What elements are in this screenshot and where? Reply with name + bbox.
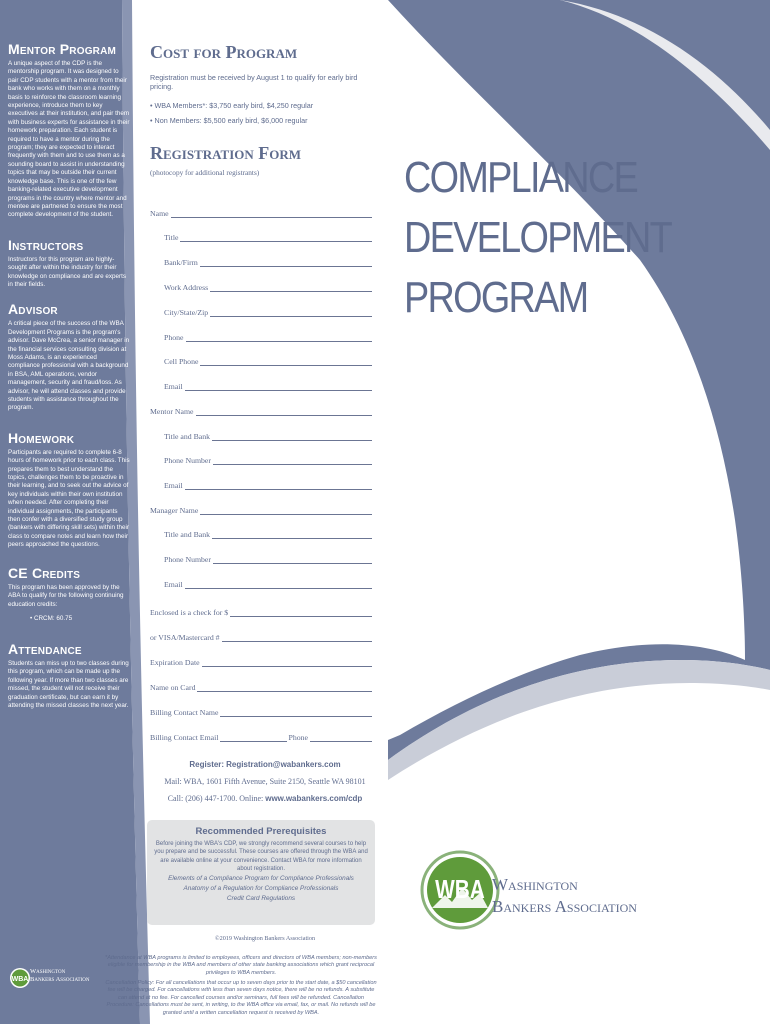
svg-text:WBA: WBA: [11, 976, 29, 983]
phone-field[interactable]: [164, 328, 372, 342]
billing-name-field[interactable]: [150, 703, 372, 717]
mentor-name-field[interactable]: [150, 402, 372, 416]
city-label: City/State/Zip: [164, 308, 209, 317]
mentor-phone-field[interactable]: [164, 451, 372, 465]
register-line: [150, 756, 380, 773]
copyright: ©2019 Washington Bankers Association: [214, 935, 316, 942]
advisor-heading: Advisor: [8, 301, 58, 318]
instructors-heading: Instructors: [8, 236, 84, 253]
card-field[interactable]: [150, 628, 372, 642]
billing-name-label: Billing Contact Name: [150, 708, 219, 717]
attendance-note: *Attendance at WBA programs is limited to employees, officers and directors of WBA members; non-members eligible for membership in the WBA and members of other state banking associations which grant reciprocal privileges to WBA members.: [105, 955, 377, 976]
program-title: [404, 148, 671, 328]
registration-note: (photocopy for additional registrants): [150, 168, 260, 177]
mentor-heading: Mentor Program: [8, 41, 117, 57]
cost-note: Registration must be received by August 1 to qualify for early bird pricing.: [150, 73, 358, 91]
billing-phone-label: Phone: [288, 733, 308, 742]
homework-body: Participants are required to complete 6-8 hours of homework prior to each class. This prepares them to best understand the topics, challenges them to be proactive in their learning, and to seek out the advice of key individuals within their own institution when needed. After completing their individual assignments, the participants then confer with a diversified study group (bankers with differing skill sets) within their class to compare notes and learn how their peers approached the questions.: [8, 448, 130, 549]
billing-email-field[interactable]: [150, 728, 372, 742]
cost-heading: Cost for Program: [150, 42, 298, 62]
prerequisites-box: [147, 820, 375, 925]
advisor-section: [8, 300, 130, 412]
manager-title-label: Title and Bank: [164, 530, 211, 539]
association-name: [492, 874, 637, 918]
bank-label: Bank/Firm: [164, 258, 198, 267]
wba-logo: [422, 852, 498, 928]
mentor-phone-label: Phone Number: [164, 456, 211, 465]
name-field[interactable]: [150, 204, 372, 218]
mentor-email-label: Email: [164, 481, 183, 490]
name-on-card-field[interactable]: [150, 678, 372, 692]
name-on-card-label: Name on Card: [150, 683, 196, 692]
cost-section: [150, 42, 380, 177]
work-address-field[interactable]: [164, 278, 372, 292]
ce-bullet: • CRCM: 60.75: [30, 614, 73, 622]
cancellation-policy: Cancellation Policy: For all cancellations that occur up to seven days prior to the start date, a $50 cancellation fee will be charged. For cancellations with less than seven days notice, there will be no refunds. A substitute can attend at no fee. For cancelled courses and/or seminars, full fees will be refunded. Cancellation Procedure: Cancellations must be sent, in writing, to the WBA office via email, fax, or mail. No refunds will be granted until a written cancellation request is received by WBA.: [105, 980, 377, 1016]
wba-logo-small: [10, 968, 30, 988]
billing-email-label: Billing Contact Email: [150, 733, 219, 742]
prerequisite-course: Credit Card Regulations: [226, 894, 296, 902]
association-name-line-1: Washington: [492, 875, 578, 894]
manager-email-label: Email: [164, 580, 183, 589]
mentor-name-label: Mentor Name: [150, 407, 194, 416]
title-field[interactable]: [164, 228, 372, 242]
email-field[interactable]: [164, 377, 372, 391]
manager-name-label: Manager Name: [150, 506, 199, 515]
check-field[interactable]: [150, 603, 372, 617]
work-address-label: Work Address: [164, 283, 209, 292]
mentor-title-field[interactable]: [164, 427, 372, 441]
mentor-section: [8, 40, 130, 220]
instructors-body: Instructors for this program are highly-sought after within the industry for their knowledge on compliance and are experts in their fields.: [8, 255, 126, 288]
card-label: or VISA/Mastercard #: [150, 633, 220, 642]
cost-nonmembers: • Non Members: $5,500 early bird, $6,000 regular: [150, 116, 308, 125]
prerequisites-body: Before joining the WBA's CDP, we strongly recommend several courses to help you prepare and be successful. These courses are offered through the WBA and are available online at your convenience. Contact WBA for more information about registration.: [154, 841, 368, 873]
homework-section: [8, 429, 130, 550]
homework-heading: Homework: [8, 429, 75, 446]
register-label: Register:: [189, 760, 225, 769]
call-line: [150, 790, 380, 807]
instructors-section: [8, 236, 130, 290]
registration-form: [150, 200, 380, 750]
attendance-body: Students can miss up to two classes during this program, which can be made up the following year. If more than two classes are missed, the student will not receive their graduation certificate, but can earn it by attending the missed classes the next year.: [8, 659, 129, 709]
title-line-3: PROGRAM: [404, 273, 588, 322]
title-line-1: COMPLIANCE: [404, 153, 638, 202]
prerequisites-heading: Recommended Prerequisites: [195, 826, 327, 837]
association-name-small: [30, 968, 89, 984]
ce-heading: CE Credits: [8, 564, 81, 581]
register-email-link[interactable]: Registration@wabankers.com: [226, 760, 341, 769]
title-line-2: DEVELOPMENT: [404, 213, 672, 262]
svg-text:WBA: WBA: [435, 874, 485, 904]
association-name-line-2: Bankers Association: [492, 897, 637, 916]
expiration-label: Expiration Date: [150, 658, 200, 667]
manager-phone-label: Phone Number: [164, 555, 211, 564]
register-info: [150, 756, 380, 807]
online-link[interactable]: www.wabankers.com/cdp: [265, 794, 363, 803]
manager-phone-field[interactable]: [164, 550, 372, 564]
manager-title-field[interactable]: [164, 525, 372, 539]
cell-label: Cell Phone: [164, 357, 199, 366]
name-label: Name: [150, 209, 169, 218]
mentor-title-label: Title and Bank: [164, 432, 211, 441]
title-label: Title: [164, 233, 179, 242]
attendance-heading: Attendance: [8, 640, 82, 657]
cell-field[interactable]: [164, 352, 372, 366]
email-label: Email: [164, 382, 183, 391]
mentor-body: A unique aspect of the CDP is the mentorship program. It was designed to pair CDP students with a mentor from their bank who works with them on a monthly basis to reinforce the classroom learning experience, introduce them to key executives at their institution, and pair them with business experts for assistance in their homework preparation. Each student is required to have a mentor during the program; they are expected to interact frequently with them and to use them as a sounding board to assist in understanding topics that may be outside their current knowledge base. This is one of the few banking-related executive development programs in the country where mentor and mentee are partnered to ensure the most complete development of the student.: [8, 60, 130, 219]
left-column: [8, 40, 130, 710]
expiration-field[interactable]: [150, 653, 372, 667]
phone-label: Phone: [164, 333, 184, 342]
check-label: Enclosed is a check for $: [150, 608, 229, 617]
association-name-small-line-1: Washington: [30, 968, 66, 975]
city-field[interactable]: [164, 303, 372, 317]
mentor-email-field[interactable]: [164, 476, 372, 490]
ce-body: This program has been approved by the ABA to qualify for the following continuing education credits:: [8, 583, 124, 608]
manager-email-field[interactable]: [164, 575, 372, 589]
manager-name-field[interactable]: [150, 501, 372, 515]
ce-section: [8, 564, 130, 622]
bank-field[interactable]: [164, 253, 372, 267]
association-name-small-line-2: Bankers Association: [30, 976, 90, 983]
advisor-body: A critical piece of the success of the WBA Development Programs is the program's advisor. Dave McCrea, a senior manager in the financial services consulting division at Moss Adams, is an experienced compliance professional with a background in BSA, AML operations, vendor management, security and fraud/loss. As advisor, he will attend classes and provide students with assistance throughout the program.: [8, 320, 130, 412]
mail-line: Mail: WBA, 1601 Fifth Avenue, Suite 2150, Seattle WA 98101: [164, 777, 366, 786]
cost-members: • WBA Members*: $3,750 early bird, $4,250 regular: [150, 101, 314, 110]
prerequisite-course: Elements of a Compliance Program for Compliance Professionals: [168, 874, 354, 882]
prerequisite-course: Anatomy of a Regulation for Compliance Professionals: [183, 884, 339, 892]
call-text: Call: (206) 447-1700. Online:: [167, 794, 264, 803]
registration-heading: Registration Form: [150, 143, 302, 163]
attendance-section: [8, 640, 130, 710]
